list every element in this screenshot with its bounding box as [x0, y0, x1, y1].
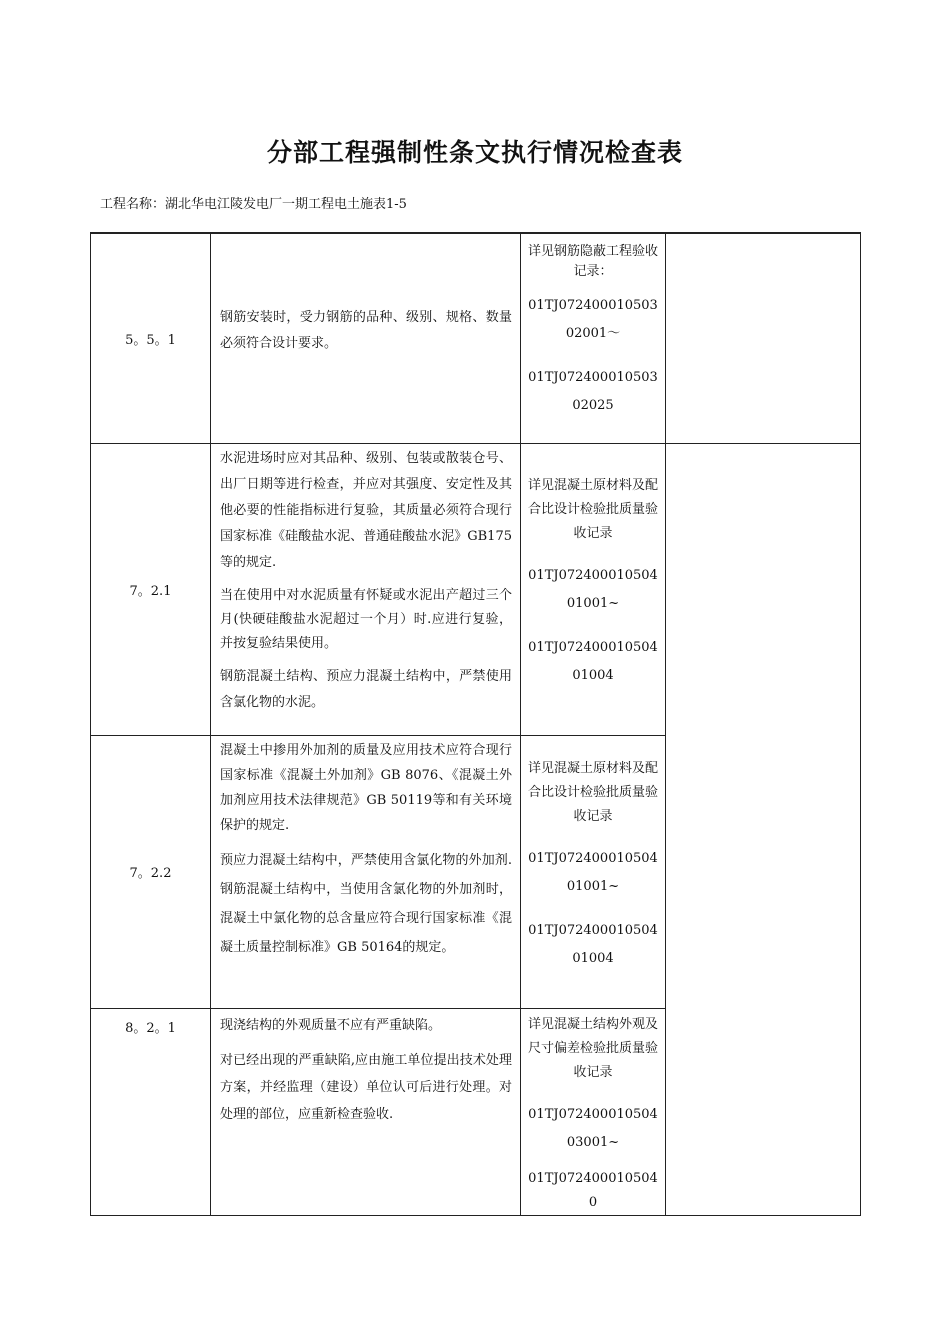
reference-text [521, 233, 666, 443]
requirement-text [211, 233, 521, 443]
reference-line: 01TJ07240001050401001~ [528, 850, 658, 894]
requirement-text [211, 1008, 521, 1215]
requirement-paragraph: 钢筋混凝土结构、预应力混凝土结构中，严禁使用含氯化物的水泥。 [220, 668, 512, 710]
reference-text [521, 1008, 666, 1215]
requirement-paragraph: 水泥进场时应对其品种、级别、包装或散装仓号、出厂日期等进行检查，并应对其强度、安定性及其他必要的性能指标进行复验，其质量必须符合现行国家标准《硅酸盐水泥、普通硅酸盐水泥》GB175等的规定. [220, 450, 512, 570]
reference-line: 详见混凝土原材料及配合比设计检验批质量验收记录 [527, 760, 658, 824]
reference-line: 01TJ07240001050401004 [528, 922, 658, 966]
requirement-paragraph: 预应力混凝土结构中，严禁使用含氯化物的外加剂.钢筋混凝土结构中，当使用含氯化物的外加剂时，混凝土中氯化物的总含量应符合现行国家标准《混凝土质量控制标准》GB 50164的规定。 [220, 852, 512, 955]
requirement-paragraph: 钢筋安装时，受力钢筋的品种、级别、规格、数量必须符合设计要求。 [220, 310, 512, 352]
reference-line: 01TJ07240001050401004 [528, 640, 658, 683]
reference-text [521, 443, 666, 735]
clause-number: 5。5。1 [91, 233, 211, 443]
clause-number: 7。2.1 [91, 443, 211, 735]
requirement-paragraph: 当在使用中对水泥质量有怀疑或水泥出产超过三个月(快硬硅酸盐水泥超过一个月）时.应进行复验，并按复验结果使用。 [220, 587, 512, 651]
reference-line: 详见混凝土原材料及配合比设计检验批质量验收记录 [527, 478, 658, 541]
remarks-cell [666, 443, 861, 1215]
reference-line: 01TJ07240001050401001~ [528, 568, 658, 611]
reference-line: 01TJ07240001050302001～ [528, 298, 658, 341]
table-row [91, 233, 861, 443]
reference-line: 01TJ0724000105040 [528, 1170, 658, 1210]
requirement-paragraph: 混凝土中掺用外加剂的质量及应用技术应符合现行国家标准《混凝土外加剂》GB 8076、《混凝土外加剂应用技术法律规范》GB 50119等和有关环境保护的规定. [220, 742, 512, 833]
clause-number: 8。2。1 [91, 1008, 211, 1215]
requirement-text [211, 443, 521, 735]
reference-line: 详见混凝土结构外观及尺寸偏差检验批质量验收记录 [527, 1016, 658, 1080]
reference-text [521, 735, 666, 1008]
page-title: 分部工程强制性条文执行情况检查表 [266, 138, 683, 167]
project-name: 工程名称：湖北华电江陵发电厂一期工程电土施表1-5 [100, 197, 407, 212]
requirement-text [211, 735, 521, 1008]
checklist-table [90, 232, 861, 1216]
remarks-cell [666, 233, 861, 443]
requirement-paragraph: 对已经出现的严重缺陷,应由施工单位提出技术处理方案，并经监理（建设）单位认可后进行处理。对处理的部位，应重新检查验收. [220, 1052, 512, 1122]
reference-line: 01TJ07240001050302025 [528, 370, 658, 413]
reference-line: 详见钢筋隐蔽工程验收记录： [527, 244, 658, 279]
requirement-paragraph: 现浇结构的外观质量不应有严重缺陷。 [220, 1017, 442, 1033]
table-row [91, 443, 861, 735]
reference-line: 01TJ07240001050403001~ [528, 1106, 658, 1150]
clause-number: 7。2.2 [91, 735, 211, 1008]
